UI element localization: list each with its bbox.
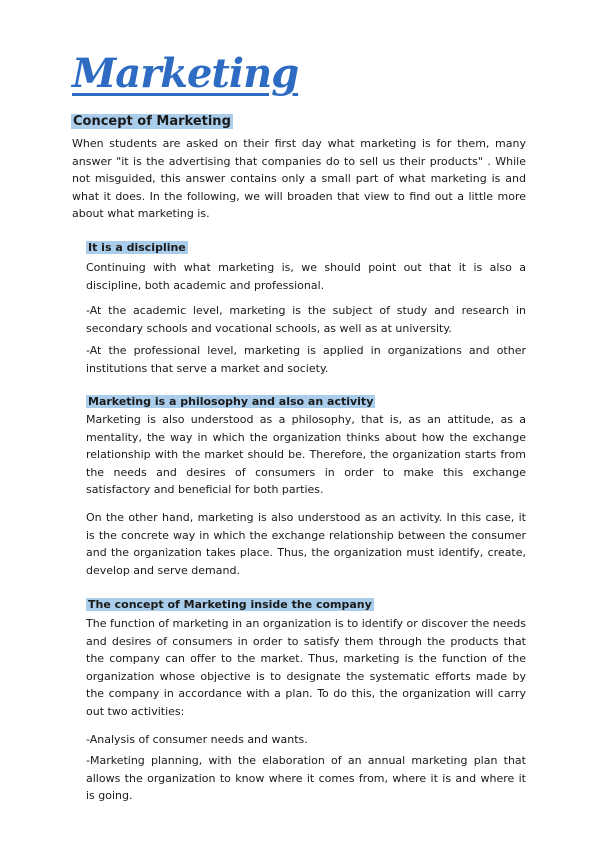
page-title: Marketing: [72, 50, 299, 97]
concept-paragraph: When students are asked on their first day what marketing is for them, many answer "it is the advertising that companies do to sell us their products" . While not misguided, this answer contains only a small part of what marketing is and what it does. In the following, we will broaden that view to find out a little more about what marketing is.: [72, 137, 526, 221]
discipline-academic-paragraph: -At the academic level, marketing is the subject of study and research in secondary schools and vocational schools, as well as at university.: [86, 304, 526, 335]
section-heading-concept: [71, 114, 233, 129]
heading-highlight: Marketing is a philosophy and also an activity: [88, 395, 374, 408]
section-heading-company: [86, 598, 374, 611]
discipline-professional-paragraph: -At the professional level, marketing is applied in organizations and other institutions that serve a market and society.: [86, 344, 526, 375]
company-list-item-1: -Analysis of consumer needs and wants.: [86, 733, 308, 746]
heading-highlight: Concept of Marketing: [73, 114, 231, 129]
section-heading-philosophy: [86, 395, 375, 408]
discipline-intro-paragraph: Continuing with what marketing is, we should point out that it is also a discipline, both academic and professional.: [86, 261, 526, 292]
philosophy-paragraph-2: On the other hand, marketing is also understood as an activity. In this case, it is the concrete way in which the exchange relationship between the consumer and the organization takes place. Thus, the organization must identify, create, develop and serve demand.: [86, 511, 526, 577]
company-paragraph: The function of marketing in an organization is to identify or discover the needs and desires of consumers in order to satisfy them through the products that the company can offer to the market. Thus, marketing is the function of the organization whose objective is to designate the systematic efforts made by the company in accordance with a plan. To do this, the organization will carry out two activities:: [86, 617, 526, 718]
company-list-item-2: -Marketing planning, with the elaboration of an annual marketing plan that allows the organization to know where it comes from, where it is and where it is going.: [86, 754, 526, 803]
heading-highlight: The concept of Marketing inside the company: [88, 598, 372, 611]
section-heading-discipline: [86, 241, 188, 254]
philosophy-paragraph-1: Marketing is also understood as a philosophy, that is, as an attitude, as a mentality, the way in which the organization thinks about how the exchange relationship with the market should be. Therefore, the organization starts from the needs and desires of consumers in order to make this exchange satisfactory and beneficial for both parties.: [86, 413, 526, 497]
heading-highlight: It is a discipline: [88, 241, 186, 254]
